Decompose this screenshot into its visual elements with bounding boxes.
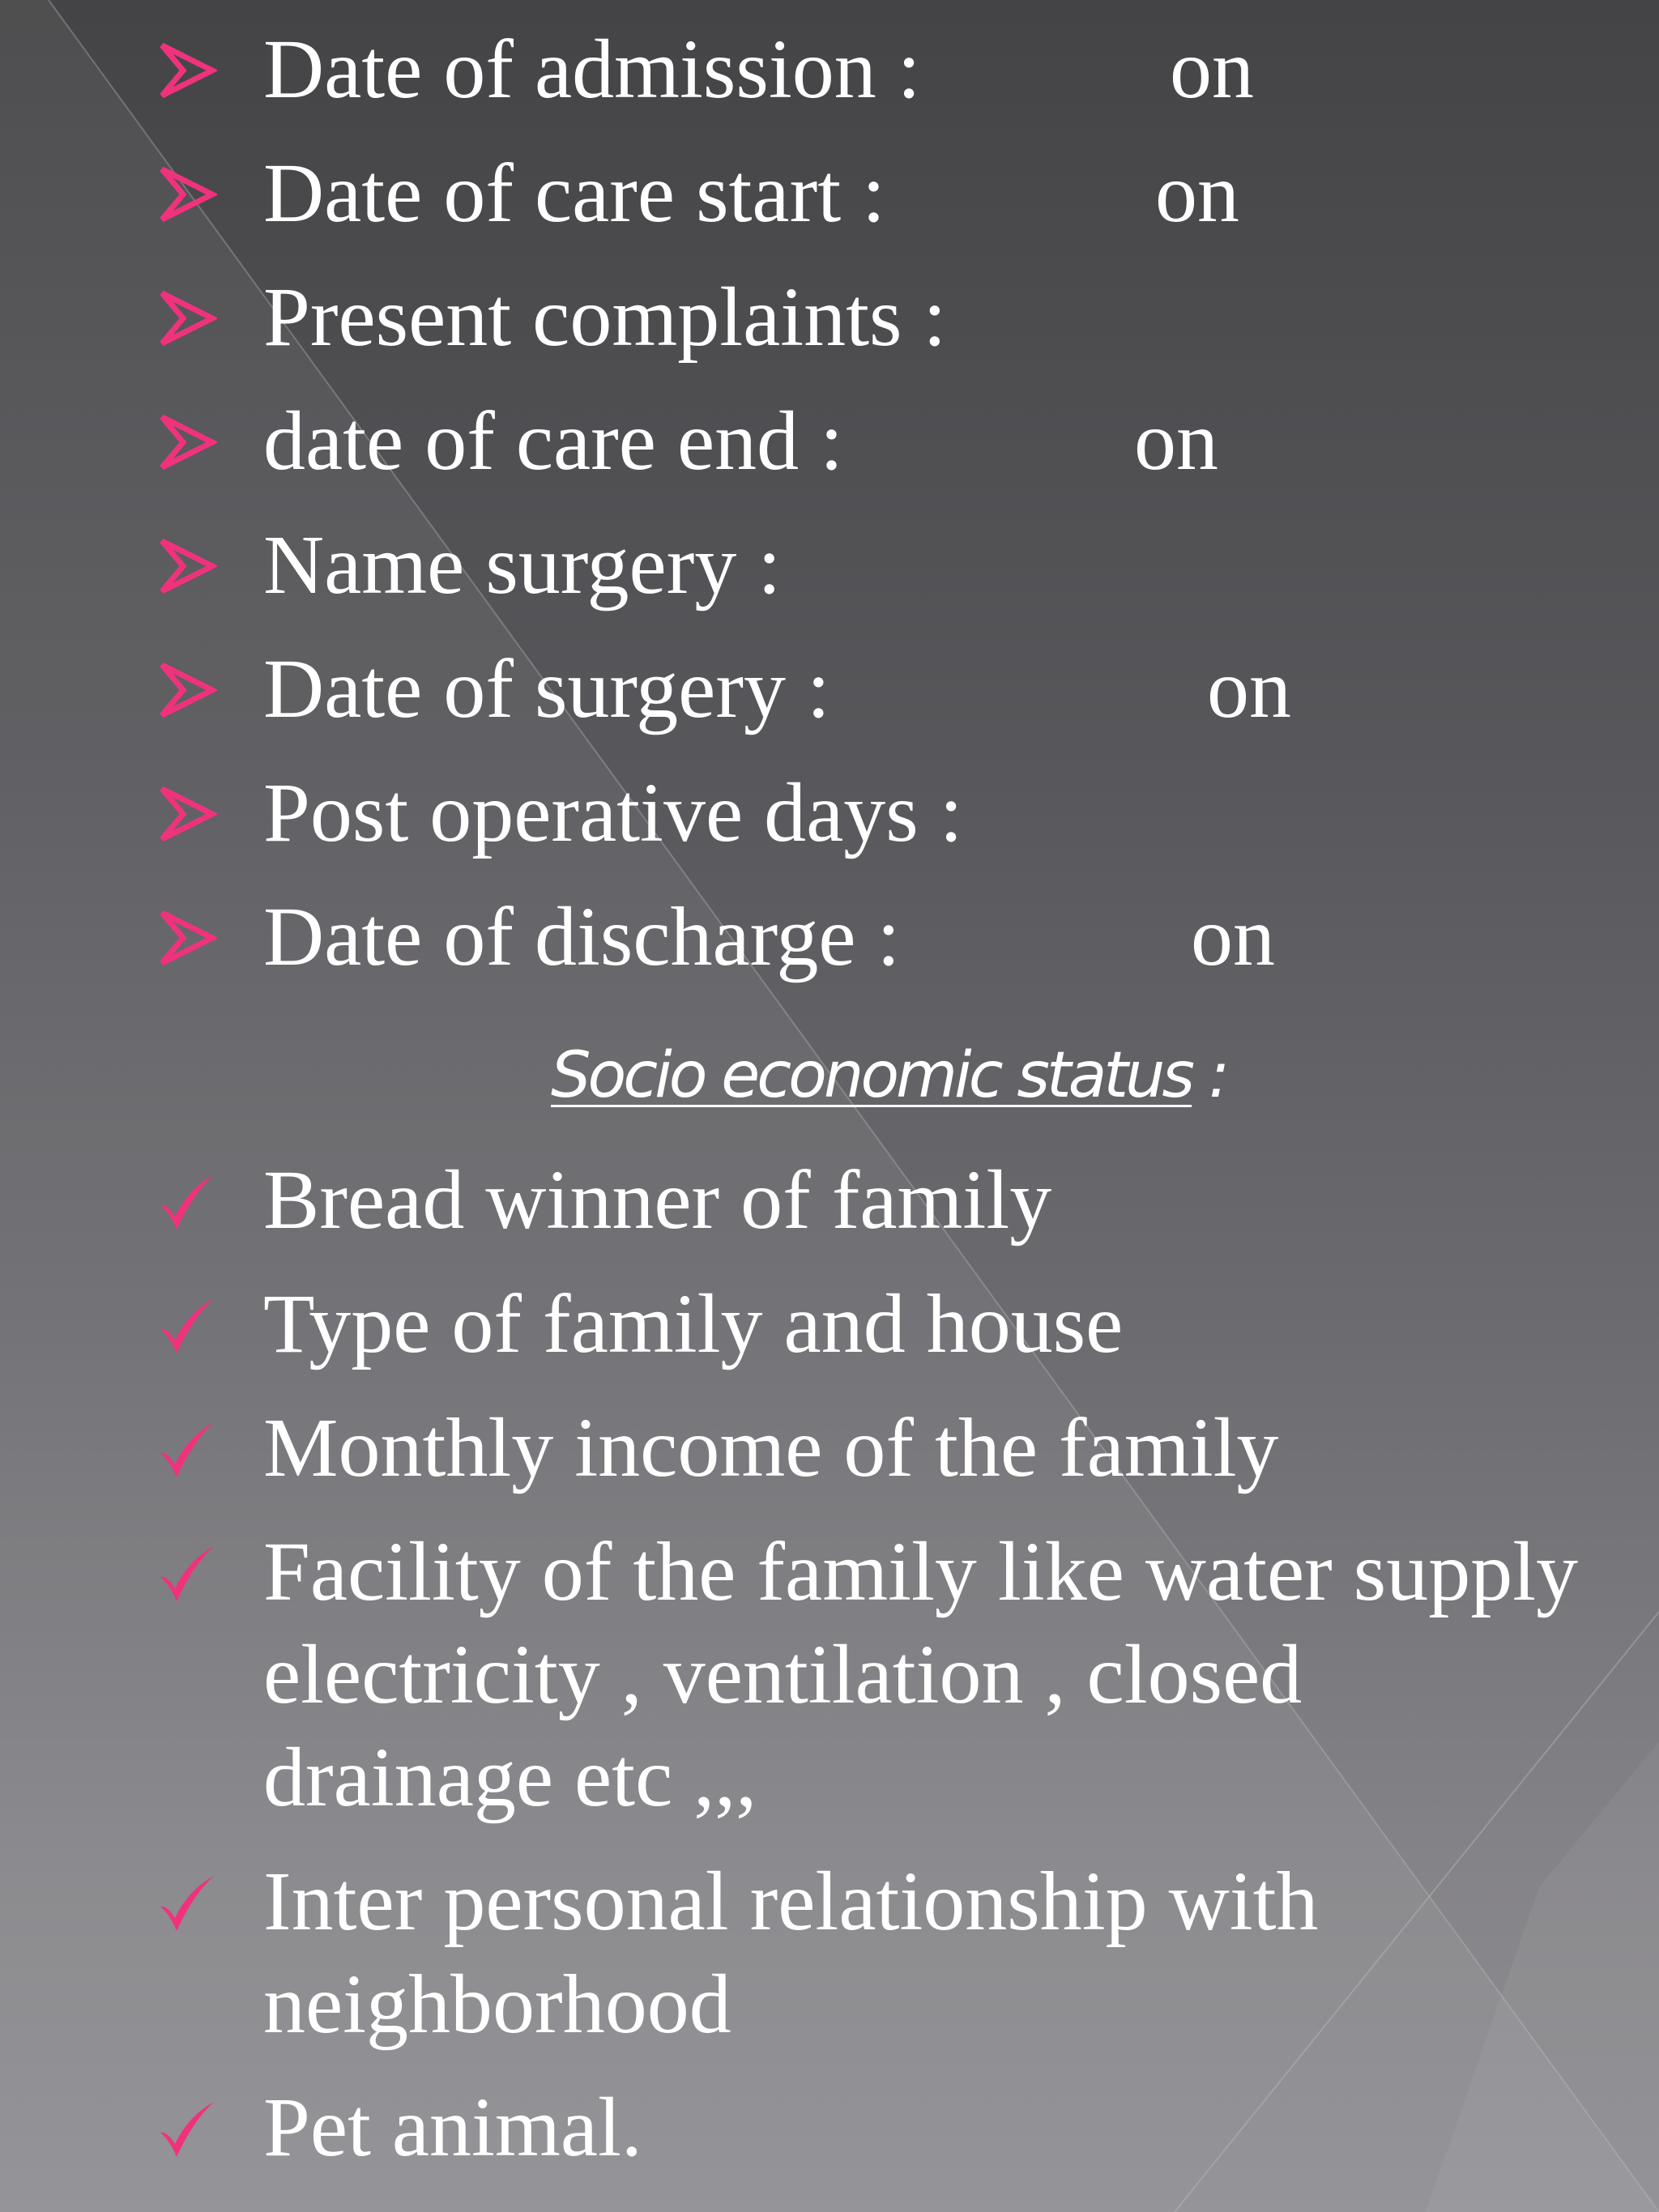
- item-line: Inter personal relationship with: [263, 1855, 1319, 1948]
- item-label: Date of discharge :: [263, 890, 901, 983]
- item-label: Date of admission :: [263, 23, 921, 116]
- item-suffix: on: [1155, 147, 1239, 240]
- checkmark-bullet-icon: [156, 1535, 217, 1608]
- item-label: Monthly income of the family: [263, 1401, 1279, 1494]
- item-label: Name surgery :: [263, 518, 782, 612]
- checkmark-bullet-icon: [156, 1411, 217, 1484]
- item-suffix: on: [1191, 890, 1275, 983]
- checkmark-bullet-icon: [156, 1163, 217, 1236]
- item-label: Bread winner of family: [263, 1153, 1052, 1247]
- item-label: Date of care start :: [263, 147, 886, 240]
- arrowhead-bullet-icon: [156, 654, 217, 727]
- item-suffix: on: [1207, 642, 1291, 735]
- arrowhead-bullet-icon: [156, 34, 217, 107]
- item-line: neighborhood: [263, 1958, 731, 2051]
- checkmark-bullet-icon: [156, 1287, 217, 1360]
- heading-colon: :: [1192, 1039, 1227, 1112]
- item-label: Pet animal.: [263, 2081, 642, 2174]
- item-line: electricity , ventilation , closed: [263, 1628, 1303, 1721]
- item-label: Type of family and house: [263, 1277, 1124, 1370]
- item-label: date of care end :: [263, 394, 844, 488]
- item-label-multiline: [263, 1850, 1319, 2056]
- item-suffix: on: [1134, 394, 1218, 488]
- item-label: Date of surgery :: [263, 642, 830, 735]
- arrowhead-bullet-icon: [156, 901, 217, 974]
- arrowhead-bullet-icon: [156, 282, 217, 355]
- item-line: Facility of the family like water supply: [263, 1525, 1579, 1618]
- item-label: Present complaints :: [263, 271, 947, 364]
- arrowhead-bullet-icon: [156, 530, 217, 603]
- arrowhead-bullet-icon: [156, 406, 217, 479]
- socio-economic-heading: [551, 1035, 1226, 1116]
- checkmark-bullet-icon: [156, 2091, 217, 2163]
- arrowhead-bullet-icon: [156, 778, 217, 850]
- item-label-multiline: [263, 1520, 1578, 1829]
- checkmark-bullet-icon: [156, 1865, 217, 1937]
- item-label: Post operative days :: [263, 766, 963, 859]
- arrowhead-bullet-icon: [156, 158, 217, 231]
- item-line: drainage etc ,,,: [263, 1731, 757, 1824]
- item-suffix: on: [1170, 23, 1254, 116]
- heading-text: Socio economic status: [551, 1039, 1192, 1112]
